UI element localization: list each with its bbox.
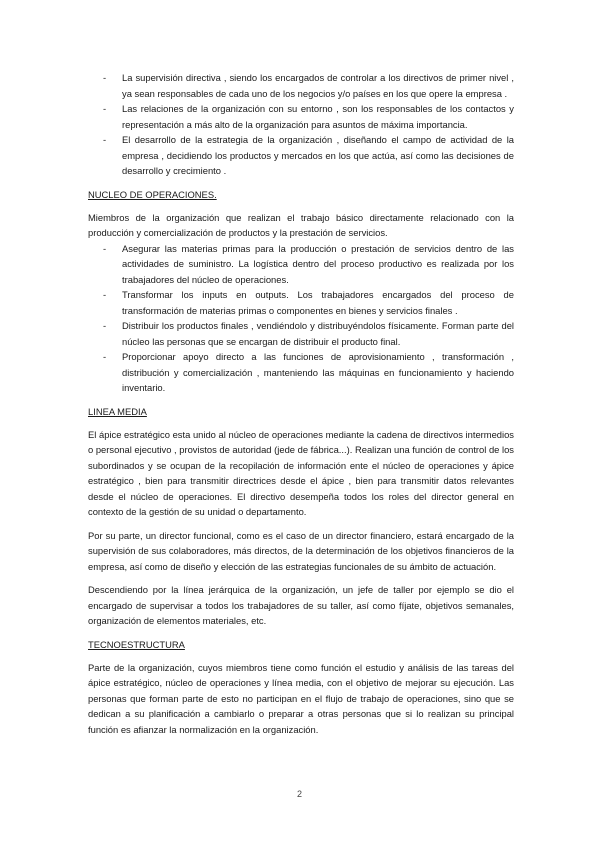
list-item [88,349,514,396]
linea-media-paragraph: Descendiendo por la línea jerárquica de la organización, un jefe de taller por ejemplo se dio el encargado de supervisar a todos los trabajadores de su taller, así como fíjate, objetivos semanales, organización de elementos materiales, etc. [88,584,514,626]
section-heading-tecnoestructura: TECNOESTRUCTURA [88,638,185,650]
page-number: 2 [296,789,302,799]
linea-media-paragraph: El ápice estratégico esta unido al núcleo de operaciones mediante la cadena de directivos intermedios o personal ejecutivo , provistos de autoridad (jede de fábrica...). Realizan una función de control de los subordinados y se ocupan de la recopilación de información ente el núcleo de operaciones y ápice estratégico , bien para transmitir directrices desde el ápice , bien para transmitir datos relevantes desde el núcleo de operaciones. El directivo desempeña todos los roles del director general en contexto de la gestión de su unidad o departamento. [88,428,514,517]
strategic-apex-list [88,70,514,179]
dash-bullet: - [103,351,107,362]
list-item [88,318,514,349]
section-heading-linea-media: LINEA MEDIA [88,405,147,417]
dash-bullet: - [103,134,107,145]
list-item-text: Proporcionar apoyo directo a las funciones de aprovisionamiento , transformación , distribución y comercialización , manteniendo las máquinas en funcionamiento y haciendo inventario. [122,351,514,393]
list-item [88,101,514,132]
dash-bullet: - [103,320,107,331]
list-item-text: La supervisión directiva , siendo los encargados de controlar a los directivos de primer nivel , ya sean responsables de cada uno de los negocios y/o países en los que opere la empresa . [122,72,514,99]
list-item-text: Asegurar las materias primas para la producción o prestación de servicios dentro de las actividades de suministro. La logística dentro del proceso productivo es realizada por los trabajadores del núcleo de operaciones. [122,242,514,285]
dash-bullet: - [103,289,107,300]
list-item-text: Las relaciones de la organización con su entorno , son los responsables de los contactos y representación a más alto de la organización para asuntos de máxima importancia. [122,103,514,130]
list-item-text: Distribuir los productos finales , vendiéndolo y distribuyéndolos físicamente. Forman parte del núcleo las personas que se encargan de distribuir el producto final. [122,320,514,347]
list-item [88,287,514,318]
dash-bullet: - [103,103,107,114]
nucleo-list [88,241,514,396]
list-item-text: El desarrollo de la estrategia de la organización , diseñando el campo de actividad de la empresa , decidiendo los productos y mercados en los que actúa, así como las decisiones de desarrollo y crecimiento . [122,134,514,176]
list-item [88,241,514,288]
tecnoestructura-paragraph: Parte de la organización, cuyos miembros tiene como función el estudio y análisis de las tareas del ápice estratégico, núcleo de operaciones y línea media, con el objetivo de mejorar su ejecución. Las personas que forman parte de esto no participan en el flujo de trabajo de operaciones, sino que se dedican a su planificación a cambiarlo o preparar a otras personas que si lo realizan su principal función es afianzar la normalización en la organización. [88,661,514,735]
dash-bullet: - [103,242,107,254]
list-item [88,132,514,179]
list-item-text: Transformar los inputs en outputs. Los trabajadores encargados del proceso de transformación de materias primas o componentes en bienes y servicios finales . [122,289,514,316]
section-heading-nucleo: NUCLEO DE OPERACIONES. [88,188,217,200]
nucleo-intro: Miembros de la organización que realizan el trabajo básico directamente relacionado con la producción y comercialización de productos y la prestación de servicios. [88,211,514,238]
linea-media-paragraph: Por su parte, un director funcional, como es el caso de un director financiero, estará encargado de la supervisión de sus colaboradores, más directos, de la determinación de los objetivos financieros de la empresa, así como de diseño y elección de las estrategias funcionales de su ámbito de actuación. [88,529,514,572]
list-item [88,70,514,101]
page-content [88,70,514,737]
dash-bullet: - [103,72,107,83]
